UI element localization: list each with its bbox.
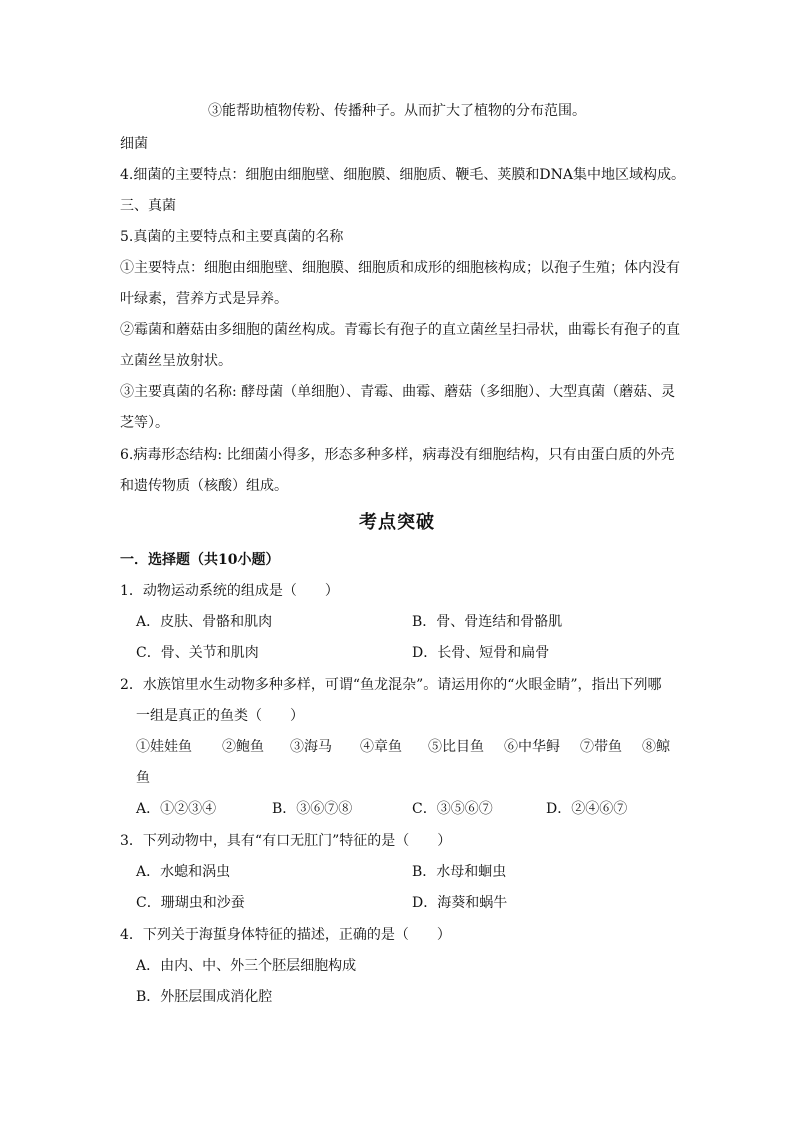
note-item6b: 和遗传物质（核酸）组成。: [120, 478, 288, 494]
question-2-option-b[interactable]: B．③⑥⑦⑧: [272, 801, 353, 817]
question-2-option-a[interactable]: A．①②③④: [136, 801, 217, 817]
question-3-stem: 3．下列动物中，具有“有口无肛门”特征的是（ ）: [120, 833, 452, 849]
question-1-option-b[interactable]: B．骨、骨连结和骨骼肌: [412, 614, 563, 630]
question-4-stem: 4．下列关于海蜇身体特征的描述，正确的是（ ）: [120, 927, 451, 943]
question-2-list-item: ⑥中华鲟: [504, 739, 560, 755]
question-2-list-item: ⑤比目鱼: [428, 739, 484, 755]
question-2-list-item: ④章鱼: [360, 739, 402, 755]
question-4-option-b[interactable]: B．外胚层围成消化腔: [136, 989, 273, 1005]
note-item5-3a: ③主要真菌的名称: 酵母菌（单细胞）、青霉、曲霉、蘑菇（多细胞）、大型真菌（蘑菇、灵: [120, 384, 676, 400]
question-1-stem: 1．动物运动系统的组成是（ ）: [120, 583, 339, 599]
question-1-option-a[interactable]: A．皮肤、骨骼和肌肉: [136, 614, 273, 630]
question-3-option-a[interactable]: A．水螅和涡虫: [136, 864, 231, 880]
question-2-list-item: ⑦带鱼: [580, 739, 622, 755]
note-item5-2b: 立菌丝呈放射状。: [120, 353, 232, 369]
note-item5-1a: ①主要特点：细胞由细胞壁、细胞膜、细胞质和成形的细胞核构成；以孢子生殖；体内没有: [120, 260, 680, 276]
question-2-list-item: ①娃娃鱼: [136, 739, 192, 755]
bacteria-heading: 细菌: [120, 136, 148, 152]
question-2-list-item: ⑧鲸: [642, 739, 670, 755]
question-2-list-item: ③海马: [290, 739, 332, 755]
question-3-option-d[interactable]: D．海葵和蜗牛: [412, 895, 508, 911]
question-2-stem-a: 2．水族馆里水生动物多种多样，可谓“鱼龙混杂”。请运用你的“火眼金睛”，指出下列哪: [120, 677, 662, 693]
question-2-list-item: ②鲍鱼: [222, 739, 264, 755]
note-item5-2a: ②霉菌和蘑菇由多细胞的菌丝构成。青霉长有孢子的直立菌丝呈扫帚状，曲霉长有孢子的直: [120, 322, 680, 338]
question-2-stem-b: 一组是真正的鱼类（ ）: [136, 708, 304, 724]
note-item4: 4.细菌的主要特点：细胞由细胞壁、细胞膜、细胞质、鞭毛、荚膜和DNA集中地区域构成。: [120, 167, 685, 183]
section-fungi-heading: 三、真菌: [120, 198, 176, 214]
question-1-option-d[interactable]: D．长骨、短骨和扁骨: [412, 645, 550, 661]
note-item6a: 6.病毒形态结构: 比细菌小得多，形态多种多样，病毒没有细胞结构，只有由蛋白质的外壳: [120, 447, 675, 463]
question-2-list-continued: 鱼: [136, 770, 150, 786]
note-item5: 5.真菌的主要特点和主要真菌的名称: [120, 229, 344, 245]
note-item3: ③能帮助植物传粉、传播种子。从而扩大了植物的分布范围。: [208, 103, 586, 119]
section-heading: 一．选择题（共10小题）: [120, 552, 280, 568]
question-3-option-c[interactable]: C．珊瑚虫和沙蚕: [136, 895, 245, 911]
note-item5-1b: 叶绿素，营养方式是异养。: [120, 291, 288, 307]
question-4-option-a[interactable]: A．由内、中、外三个胚层细胞构成: [136, 958, 357, 974]
note-item5-3b: 芝等）。: [120, 415, 169, 431]
page-title: 考点突破: [359, 512, 435, 533]
question-3-option-b[interactable]: B．水母和蛔虫: [412, 864, 507, 880]
question-2-option-d[interactable]: D．②④⑥⑦: [546, 801, 628, 817]
question-2-option-c[interactable]: C．③⑤⑥⑦: [412, 801, 493, 817]
question-1-option-c[interactable]: C．骨、关节和肌肉: [136, 645, 259, 661]
